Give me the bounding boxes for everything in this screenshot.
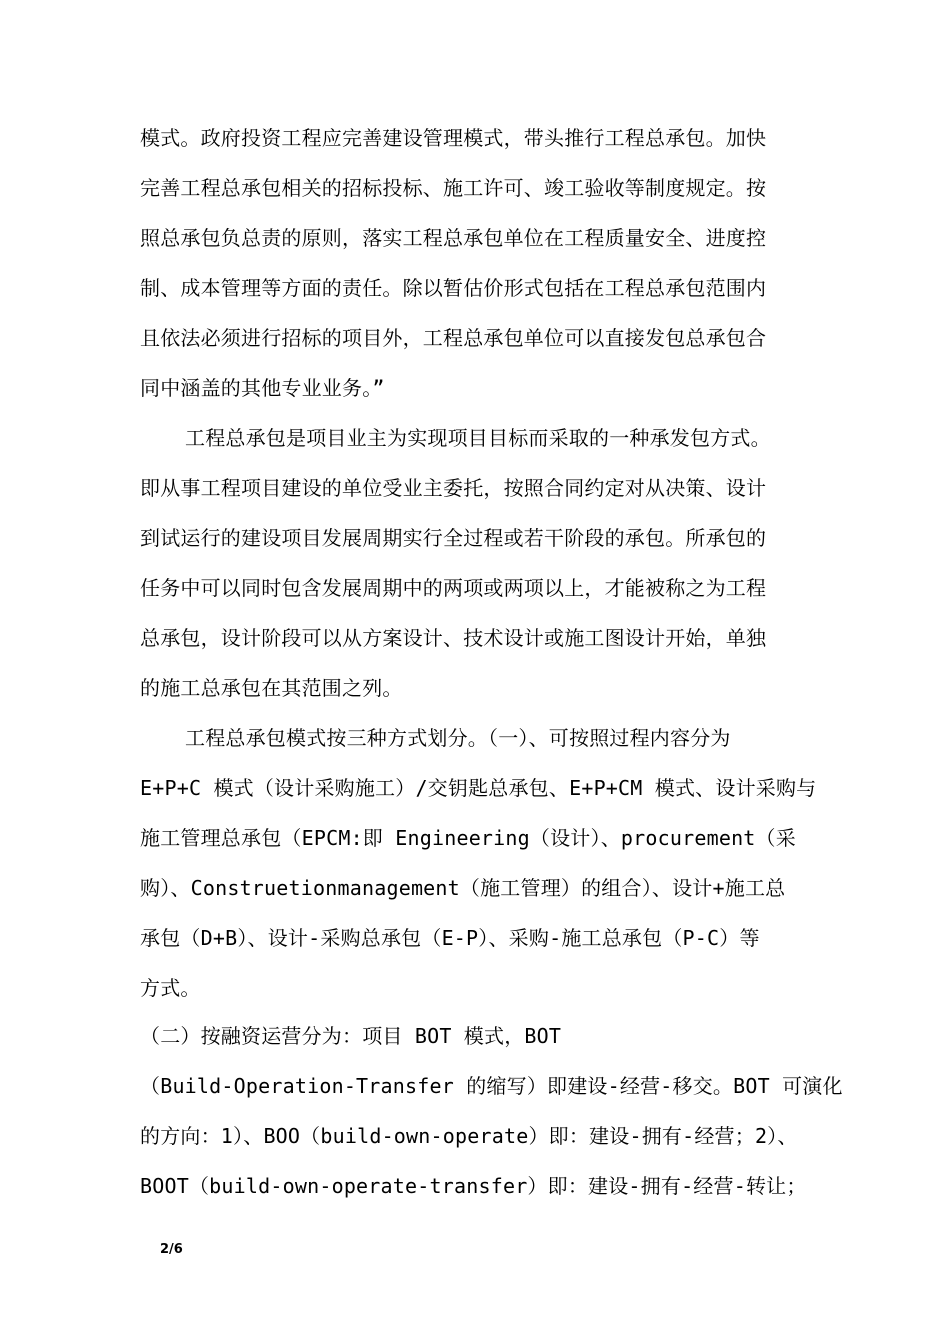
- paragraph-first-line: 工程总承包是项目业主为实现项目目标而采取的一种承发包方式。: [185, 426, 771, 450]
- text-line: 完善工程总承包相关的招标投标、施工许可、竣工验收等制度规定。按: [140, 176, 767, 200]
- text-line: 到试运行的建设项目发展周期实行全过程或若干阶段的承包。所承包的: [140, 526, 767, 550]
- text-line: 方式。: [140, 976, 201, 1000]
- text-line: E+P+C 模式（设计采购施工）/交钥匙总承包、E+P+CM 模式、设计采购与: [140, 776, 817, 800]
- text-line: 且依法必须进行招标的项目外，工程总承包单位可以直接发包总承包合: [140, 326, 767, 350]
- text-line: （Build-Operation-Transfer 的缩写）即建设-经营-移交。BOT 可演化: [140, 1074, 843, 1098]
- text-line: 购）、Construetionmanagement（施工管理）的组合）、设计+施工总: [140, 876, 786, 900]
- text-line: 同中涵盖的其他专业业务。”: [140, 376, 385, 400]
- paragraph-first-line: 工程总承包模式按三种方式划分。（一）、可按照过程内容分为: [185, 726, 731, 750]
- text-line: 的施工总承包在其范围之列。: [140, 676, 403, 700]
- text-line: 照总承包负总责的原则，落实工程总承包单位在工程质量安全、进度控: [140, 226, 767, 250]
- text-line: 制、成本管理等方面的责任。除以暂估价形式包括在工程总承包范围内: [140, 276, 767, 300]
- text-line: 任务中可以同时包含发展周期中的两项或两项以上，才能被称之为工程: [140, 576, 767, 600]
- text-line: 施工管理总承包（EPCM:即 Engineering（设计）、procurement（采: [140, 826, 796, 850]
- text-line: 即从事工程项目建设的单位受业主委托，按照合同约定对从决策、设计: [140, 476, 767, 500]
- text-line: BOOT（build-own-operate-transfer）即：建设-拥有-经营-转让；: [140, 1174, 807, 1198]
- page-number: 2/6: [160, 1242, 183, 1257]
- text-line: 承包（D+B）、设计-采购总承包（E-P）、采购-施工总承包（P-C）等: [140, 926, 760, 950]
- text-line: 总承包，设计阶段可以从方案设计、技术设计或施工图设计开始，单独: [140, 626, 767, 650]
- text-line: 模式。政府投资工程应完善建设管理模式，带头推行工程总承包。加快: [140, 126, 767, 150]
- text-line: 的方向：1）、BOO（build-own-operate）即：建设-拥有-经营；2）、: [140, 1124, 798, 1148]
- paragraph-first-line: （二）按融资运营分为：项目 BOT 模式，BOT: [140, 1024, 562, 1048]
